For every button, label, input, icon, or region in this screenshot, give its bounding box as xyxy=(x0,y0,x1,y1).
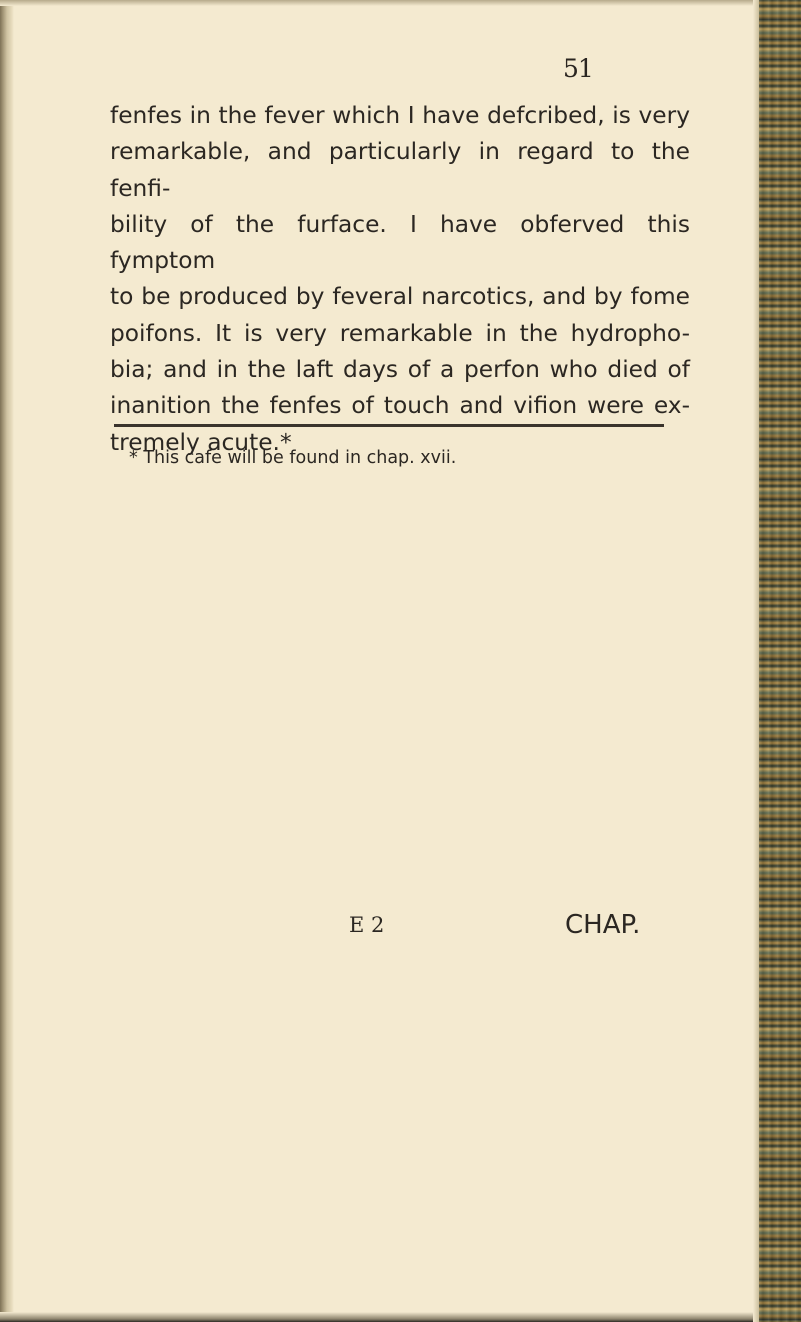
body-line: bility of the furface. I have obferved this fymptom xyxy=(110,210,690,275)
footnote-rule xyxy=(114,424,664,427)
body-line: remarkable, and particularly in regard to the fenfi- xyxy=(110,138,690,202)
body-line: tremely acute.* xyxy=(110,428,292,456)
signature-mark: E 2 xyxy=(349,913,385,937)
footnote: * This cafe will be found in chap. xvii. xyxy=(129,448,457,468)
book-spine-shading xyxy=(759,0,801,1322)
body-line: fenfes in the fever which I have defcribed, is very xyxy=(110,102,690,129)
body-line: to be produced by feveral narcotics, and by fome xyxy=(110,283,690,311)
body-line: bia; and in the laft days of a perfon who died of xyxy=(110,356,690,384)
body-line: inanition the fenfes of touch and vifion were ex- xyxy=(110,392,690,420)
body-paragraph xyxy=(110,98,690,461)
page-number: 51 xyxy=(563,54,593,83)
catchword: CHAP. xyxy=(565,910,641,940)
page-gutter-edge xyxy=(0,0,14,1322)
page-bottom-edge xyxy=(0,1312,801,1322)
body-line: poifons. It is very remarkable in the hydropho- xyxy=(110,319,690,347)
page-top-edge xyxy=(0,0,801,6)
